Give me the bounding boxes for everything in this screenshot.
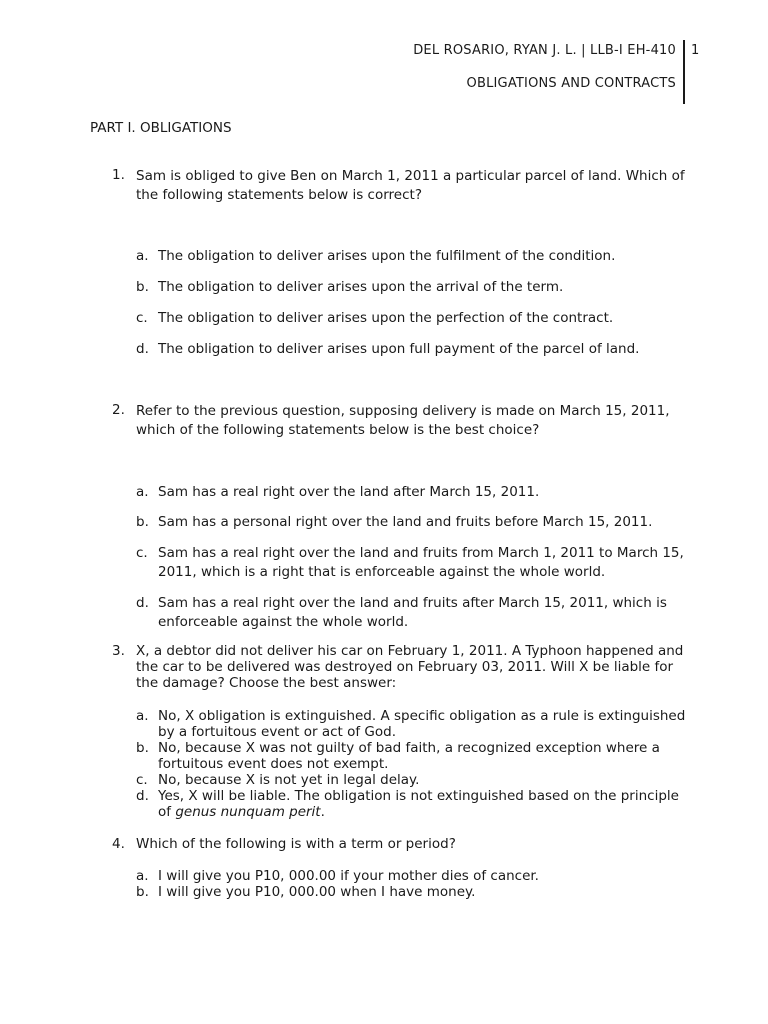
option-letter: b. [136,279,149,295]
option-letter: b. [136,884,149,900]
question-2-option-d [136,594,696,632]
option-letter: c. [136,772,148,788]
question-1-option-d [136,340,696,359]
option-text: Sam has a real right over the land after March 15, 2011. [158,484,540,500]
question-2-option-b [136,513,696,532]
option-letter: d. [136,341,149,357]
option-text-plain: Yes, X will be liable. The obligation is not extinguished based on the principle of [158,788,679,820]
question-1 [112,167,692,205]
option-letter: a. [136,708,149,724]
option-text: Sam has a personal right over the land and fruits before March 15, 2011. [158,514,653,530]
option-letter: a. [136,248,149,264]
question-3-option-c [136,772,696,788]
option-text: The obligation to deliver arises upon full payment of the parcel of land. [158,341,640,357]
question-3 [112,643,692,691]
option-letter: d. [136,788,149,804]
header-subject-line: OBLIGATIONS AND CONTRACTS [466,76,676,91]
question-2-option-c [136,544,696,582]
option-letter: d. [136,595,149,611]
option-letter: a. [136,868,149,884]
option-text: The obligation to deliver arises upon the fulfilment of the condition. [158,248,616,264]
question-number: 1. [112,167,125,183]
question-number: 3. [112,643,125,659]
option-text-end: . [320,804,325,820]
question-number: 2. [112,402,125,418]
option-letter: b. [136,740,149,756]
question-number: 4. [112,836,125,852]
question-2-option-a [136,483,696,502]
question-4-option-b [136,884,696,900]
option-text: Sam has a real right over the land and fruits from March 1, 2011 to March 15, 2011, which is a right that is enforceable against the whole world. [158,545,684,580]
question-2 [112,402,692,440]
option-text: The obligation to deliver arises upon the arrival of the term. [158,279,564,295]
question-text: Which of the following is with a term or period? [136,836,456,852]
option-text: I will give you P10, 000.00 when I have money. [158,884,476,900]
question-3-option-b [136,740,696,772]
question-1-option-b [136,278,696,297]
header-author-line: DEL ROSARIO, RYAN J. L. | LLB-I EH-410 [413,43,676,58]
option-text: I will give you P10, 000.00 if your mother dies of cancer. [158,868,539,884]
option-text: No, X obligation is extinguished. A specific obligation as a rule is extinguished by a fortuitous event or act of God. [158,708,686,740]
part-heading: PART I. OBLIGATIONS [90,120,232,136]
question-3-option-a [136,708,696,740]
option-letter: c. [136,545,148,561]
question-text: Refer to the previous question, supposing delivery is made on March 15, 2011, which of the following statements below is the best choice? [136,403,670,438]
option-text-italic: genus nunquam perit [175,804,321,820]
question-4-option-a [136,868,696,884]
option-letter: c. [136,310,148,326]
option-letter: a. [136,484,149,500]
option-text: The obligation to deliver arises upon the perfection of the contract. [158,310,614,326]
question-4 [112,836,692,852]
question-1-option-a [136,247,696,266]
question-3-option-d [136,788,696,820]
option-text: No, because X is not yet in legal delay. [158,772,420,788]
question-text: Sam is obliged to give Ben on March 1, 2011 a particular parcel of land. Which of the following statements below is correct? [136,168,685,203]
option-text [158,788,696,820]
option-text: No, because X was not guilty of bad faith, a recognized exception where a fortuitous event does not exempt. [158,740,660,772]
option-letter: b. [136,514,149,530]
option-text: Sam has a real right over the land and fruits after March 15, 2011, which is enforceable against the whole world. [158,595,667,630]
question-1-option-c [136,309,696,328]
question-text: X, a debtor did not deliver his car on February 1, 2011. A Typhoon happened and the car to be delivered was destroyed on February 03, 2011. Will X be liable for the damage? Choose the best answer: [136,643,684,691]
header-divider [683,40,685,104]
page-number: 1 [691,43,700,58]
